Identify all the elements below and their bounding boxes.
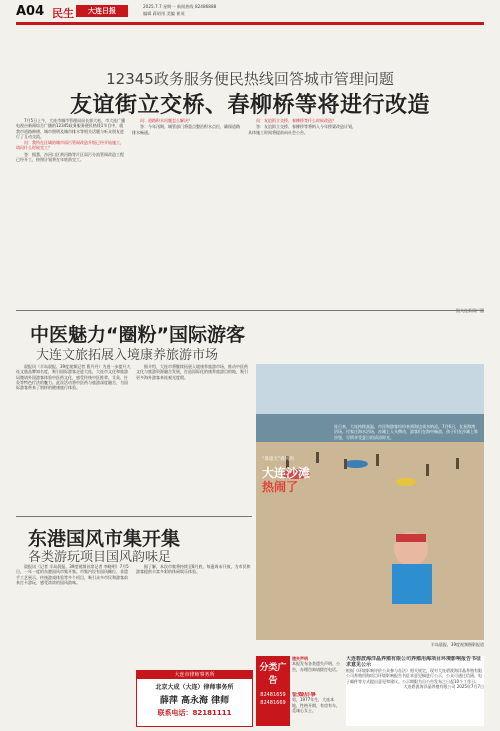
photo-caption-text: 连日来，大连持续高温，市民和游客纷纷来到海边戏水纳凉。7月6日，在星海湾浴场、付家庄海水浴场，沙滩上人头攒动，游客们在海中畅游，孩子们在沙滩上堆沙堡，尽情享受夏日的清凉时光。 bbox=[334, 424, 478, 440]
beach-photo-image bbox=[256, 364, 484, 640]
qa-question-1: 问：我所在区域的城市雨污管网改造升级已经开始施工，请问什么时候完工？ bbox=[16, 140, 124, 151]
photo-credit: 半岛晨报、39度视频摄影报道 bbox=[430, 642, 484, 647]
qa-answer-1: 答：据悉，沙河口区黄河路等片区雨污分流管网改造工程已经开工，按照计划将在年底前完工。 bbox=[16, 151, 124, 163]
section-name: 民生 bbox=[52, 7, 74, 20]
classified-phone: 82481659 bbox=[260, 692, 286, 698]
lead-headline: 友谊街立交桥、春柳桥等将进行改造 bbox=[69, 93, 430, 118]
qa-question-2: 问：道路积水问题怎么解决？ bbox=[140, 118, 192, 123]
marriage-notice bbox=[292, 692, 342, 726]
beach-photo bbox=[256, 364, 484, 640]
newspaper-logo: 大连日报 bbox=[76, 5, 128, 17]
classified-ads bbox=[256, 656, 484, 726]
lead-col-4 bbox=[364, 118, 484, 318]
lead-kicker: 12345政务服务便民热线回答城市管理问题 bbox=[106, 70, 394, 88]
environment-notice-body: 根据《环境影响评价公众参与办法》相关规定，现对大连碧波海洋晶养殖有限公司养殖用海项目环境影响报告书征求意见稿进行公示，公众可通过信函、电子邮件等方式提出意见和建议。公示期限为自公告发布之日起10个工作日。 bbox=[346, 668, 482, 684]
divider-1 bbox=[16, 310, 484, 311]
tourism-body: 晨报讯（半岛晨报、39度视频记者 曹丹丹）为进一步提升大连文旅品牌知名度，吸引国际游客走进大连，大连市文化和旅游局邀请外国游客体验中医药文化，感受传统中医推拿、艾灸、针灸等特色疗法的魅力。此次活动将中医药与旅游深度融合，为国际游客带来了别样的健康旅行体验。 bbox=[16, 364, 131, 391]
classified-ads-title bbox=[256, 656, 290, 726]
lost-notice-title: 遗失声明 bbox=[292, 656, 308, 661]
editor-line: 编辑 蒋昭彤 美编 崔英 bbox=[143, 11, 185, 16]
fair-subhead: 各类游玩项目国风韵味足 bbox=[28, 550, 172, 565]
fair-col-2 bbox=[136, 564, 251, 669]
fair-body-2: 据了解，本次市集将持续至8月底，每逢周末开放，为市民和游客提供丰富多彩的休闲娱乐体验。 bbox=[136, 564, 251, 575]
photo-caption-big-2: 热闹了 bbox=[262, 480, 299, 494]
lost-notice bbox=[292, 656, 342, 690]
lawyer-ad-phone: 联系电话：82181111 bbox=[157, 709, 232, 717]
lead-col-3 bbox=[248, 118, 358, 318]
tourism-col-2 bbox=[136, 364, 251, 514]
qa-answer-2: 答：今年汛期，城管部门将重点整治积水点位，确保道路排水畅通。 bbox=[132, 124, 240, 135]
lawyer-ad-names: 薛萍 高永海 律师 bbox=[159, 696, 230, 706]
header-rule bbox=[16, 22, 484, 25]
tourism-headline: 中医魅力“圈粉”国际游客 bbox=[30, 324, 245, 346]
tourism-col-1 bbox=[16, 364, 131, 514]
photo-caption-big-1: 大连沙滩 bbox=[262, 466, 311, 480]
fair-col-1 bbox=[16, 564, 131, 669]
lead-col-1 bbox=[16, 118, 126, 318]
lawyer-ad bbox=[136, 670, 253, 727]
fair-headline: 东港国风市集开集 bbox=[28, 528, 181, 550]
classified-phone-2: 82481669 bbox=[260, 700, 286, 706]
environment-notice-footer: 大连碧波海洋晶养殖有限公司 2025年7月7日 bbox=[403, 683, 484, 689]
tourism-subhead: 大连文旅拓展入境康养旅游市场 bbox=[36, 348, 219, 363]
lost-notice-body: 本报发布各类遗失声明、公告，办理咨询请拨打电话。 bbox=[292, 661, 340, 672]
lawyer-ad-title: 大连市律师事务所 bbox=[137, 671, 252, 679]
lawyer-ad-firm: 北京大成（大连）律师事务所 bbox=[155, 684, 234, 691]
tourism-body-2: 据介绍，大连市将继续拓展入境康养旅游市场，推动中医药文化与旅游资源融合发展，打造国际化的康养旅游目的地，吸引更多海外游客来连观光度假。 bbox=[136, 364, 248, 380]
lead-col-2 bbox=[132, 118, 242, 318]
page-number: A04 bbox=[16, 4, 45, 19]
classified-label: 分类广告 bbox=[259, 663, 287, 686]
marriage-notice-title: 征婚启事 bbox=[292, 692, 317, 698]
photo-caption-title: “暴童天”遇到到 bbox=[262, 457, 294, 462]
qa-answer-3: 答：友谊街立交桥、春柳桥等将纳入今年桥梁改造计划，具体施工时间将提前向社会公告。 bbox=[248, 124, 356, 135]
qa-question-3: 问：友谊街立交桥、春柳桥等什么时候改造？ bbox=[256, 118, 336, 123]
fair-body: 晨报讯（记者 半岛晨报、39度视频首席记者 李晓明）7月5日，一年一度的东港国风市集开集。市集内设有国风摊位、非遗手工艺展示、传统游戏体验等多个项目，吸引众多市民和游客前来打卡游玩，感受浓浓的国风韵味。 bbox=[16, 564, 129, 585]
lead-intro: 7月5日上午，大连市城市管理局局长郭大松、市大连广播电视台新闻综合广播的12345政务服务便民热线1节目中，就我市道路修缮、城市照明及城市排水等相关话题与听众朋友进行了互动交流。 bbox=[16, 118, 126, 139]
environment-notice-title: 大连碧波海洋晶养殖有限公司养殖用海项目环境影响报告书征求意见公示 bbox=[346, 656, 482, 668]
date-line: 2025.7.7 星期一 新闻热线 82486888 bbox=[143, 4, 217, 9]
divider-2 bbox=[16, 516, 252, 517]
environment-notice bbox=[346, 656, 484, 726]
marriage-notice-body: 男，1977年生，大连本地，性格开朗，有房有车，觅诚心女士。 bbox=[292, 697, 340, 713]
